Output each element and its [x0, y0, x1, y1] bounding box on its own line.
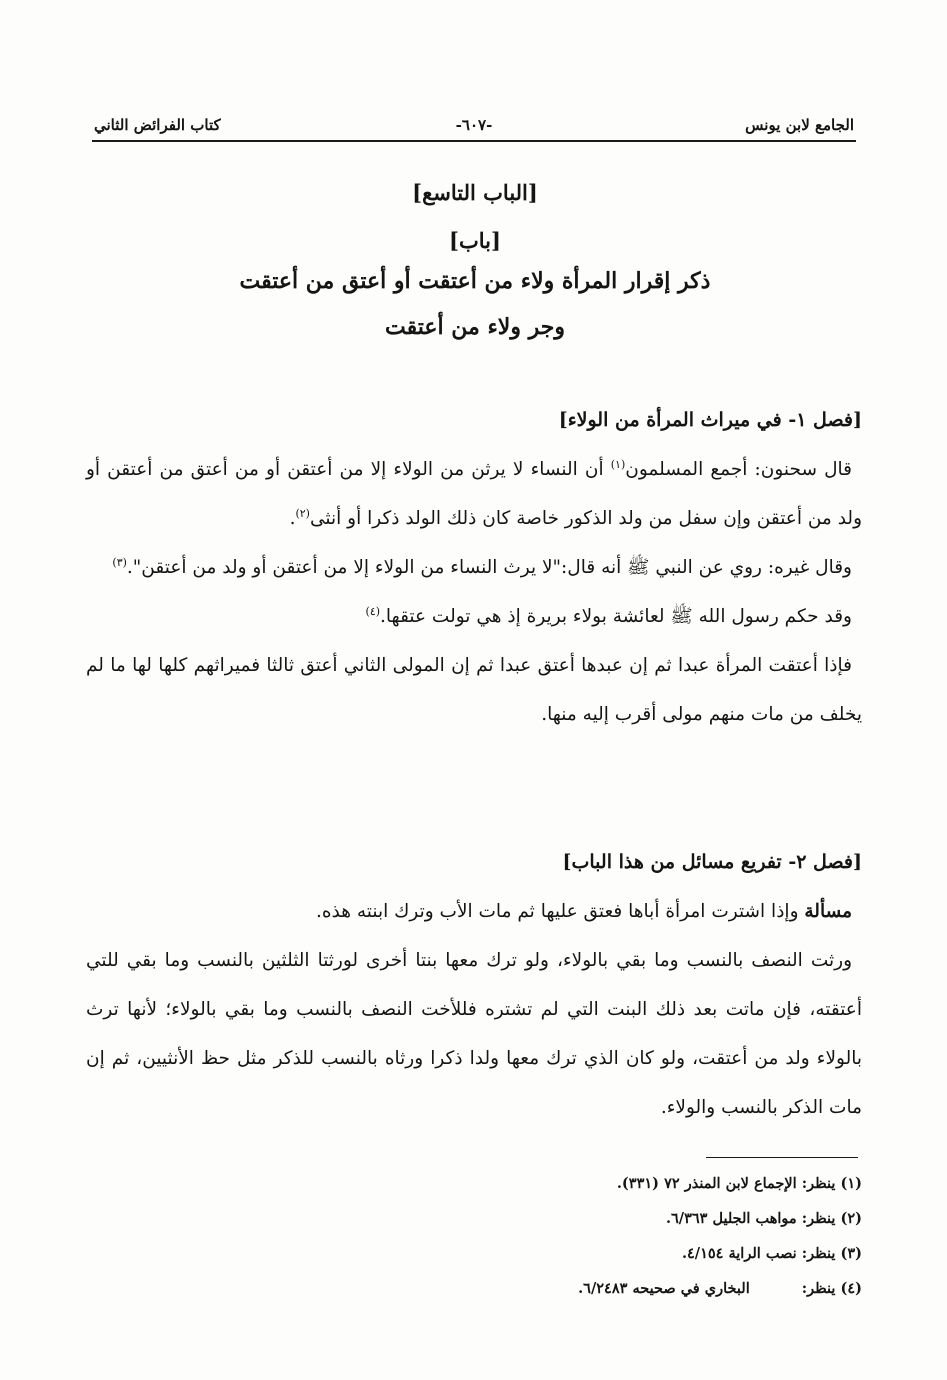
page-number: -٦٠٧- — [455, 116, 493, 134]
footnote-rule — [706, 1157, 858, 1158]
section-2 — [86, 838, 862, 1132]
section-1-heading: [فصل ١- في ميراث المرأة من الولاء] — [558, 409, 862, 431]
footnote-number: (٤) — [840, 1280, 862, 1297]
paragraph: ورثت النصف بالنسب وما بقي بالولاء، ولو ترك معها بنتا أخرى لورثتا الثلثين بالنسب وما بقي للتي أعتقته، فإن ماتت بعد ذلك البنت التي لم تشتره فللأخت النصف بالنسب وما بقي بالولاء؛ لأنها ترث بالولاء ولد من أعتقت، ولو كان الذي ترك معها ولدا ذكرا ورثاه بالنسب للذكر مثل حظ الأنثيين، ثم إن مات الذكر بالنسب والولاء. — [86, 950, 862, 1118]
paragraph — [86, 592, 862, 641]
footnote-number: (٣) — [840, 1245, 862, 1262]
paragraph — [86, 543, 862, 592]
paragraph-text: قال سحنون: أجمع المسلمون — [625, 459, 852, 480]
title-line-1: ذكر إقرار المرأة ولاء من أعتقت أو أعتق من أعتقت — [239, 268, 711, 294]
footnote — [300, 1273, 862, 1308]
footnote-ref: (٤) — [365, 604, 381, 618]
footnote — [300, 1203, 862, 1238]
footnote-number: (٢) — [840, 1210, 862, 1227]
footnote-text: ينظر: نصب الراية ٤/١٥٤. — [681, 1245, 836, 1262]
footnote-text: ينظر: — [801, 1280, 836, 1297]
footnote-ref: (٢) — [295, 506, 310, 520]
chapter-heading: [الباب التاسع] — [412, 180, 538, 205]
title-line-2: وجر ولاء من أعتقت — [385, 314, 565, 340]
footnote-ref: (١) — [610, 457, 626, 471]
paragraph — [86, 887, 862, 936]
paragraph-text: وقال غيره: روي عن النبي ﷺ أنه قال:"لا يرث النساء من الولاء إلا من أعتقن أو ولد من أعتقن". — [126, 557, 852, 578]
paragraph-text: أن النساء لا يرثن من الولاء إلا من أعتقن أو من أعتق من أعتقن أو ولد من أعتقن وإن سفل من ولد الذكور خاصة كان ذلك الولد ذكرا أو أنثى — [86, 459, 862, 529]
paragraph — [86, 445, 862, 543]
footnote — [300, 1168, 862, 1203]
footnote-text: البخاري في صحيحه ٦/٢٤٨٣. — [578, 1280, 750, 1297]
paragraph-text: وقد حكم رسول الله ﷺ لعائشة بولاء بريرة إذ هي تولت عتقها. — [380, 606, 852, 627]
section-2-heading: [فصل ٢- تفريع مسائل من هذا الباب] — [562, 851, 862, 873]
footnotes — [300, 1168, 862, 1308]
header-rule — [92, 140, 856, 142]
paragraph-text: وإذا اشترت امرأة أباها فعتق عليها ثم مات الأب وترك ابنته هذه. — [315, 901, 805, 922]
footnote-number: (١) — [840, 1175, 862, 1192]
masala-label: مسألة — [804, 901, 852, 922]
footnote — [300, 1238, 862, 1273]
paragraph-text: . — [289, 508, 296, 529]
bab-heading: [باب] — [449, 228, 501, 253]
footnote-text: ينظر: الإجماع لابن المنذر ٧٢ (٣٣١). — [616, 1175, 836, 1192]
section-1 — [86, 396, 862, 739]
footnote-text: ينظر: مواهب الجليل ٦/٣٦٣. — [665, 1210, 836, 1227]
footnote-ref: (٣) — [112, 555, 127, 569]
header-book-title: الجامع لابن يونس — [745, 116, 854, 134]
header-section-title: كتاب الفرائض الثاني — [94, 116, 221, 134]
paragraph: فإذا أعتقت المرأة عبدا ثم إن عبدها أعتق عبدا ثم إن المولى الثاني أعتق ثالثا فميراثهم كلها لها ما لم يخلف من مات منهم مولى أقرب إليه منها. — [86, 655, 862, 725]
